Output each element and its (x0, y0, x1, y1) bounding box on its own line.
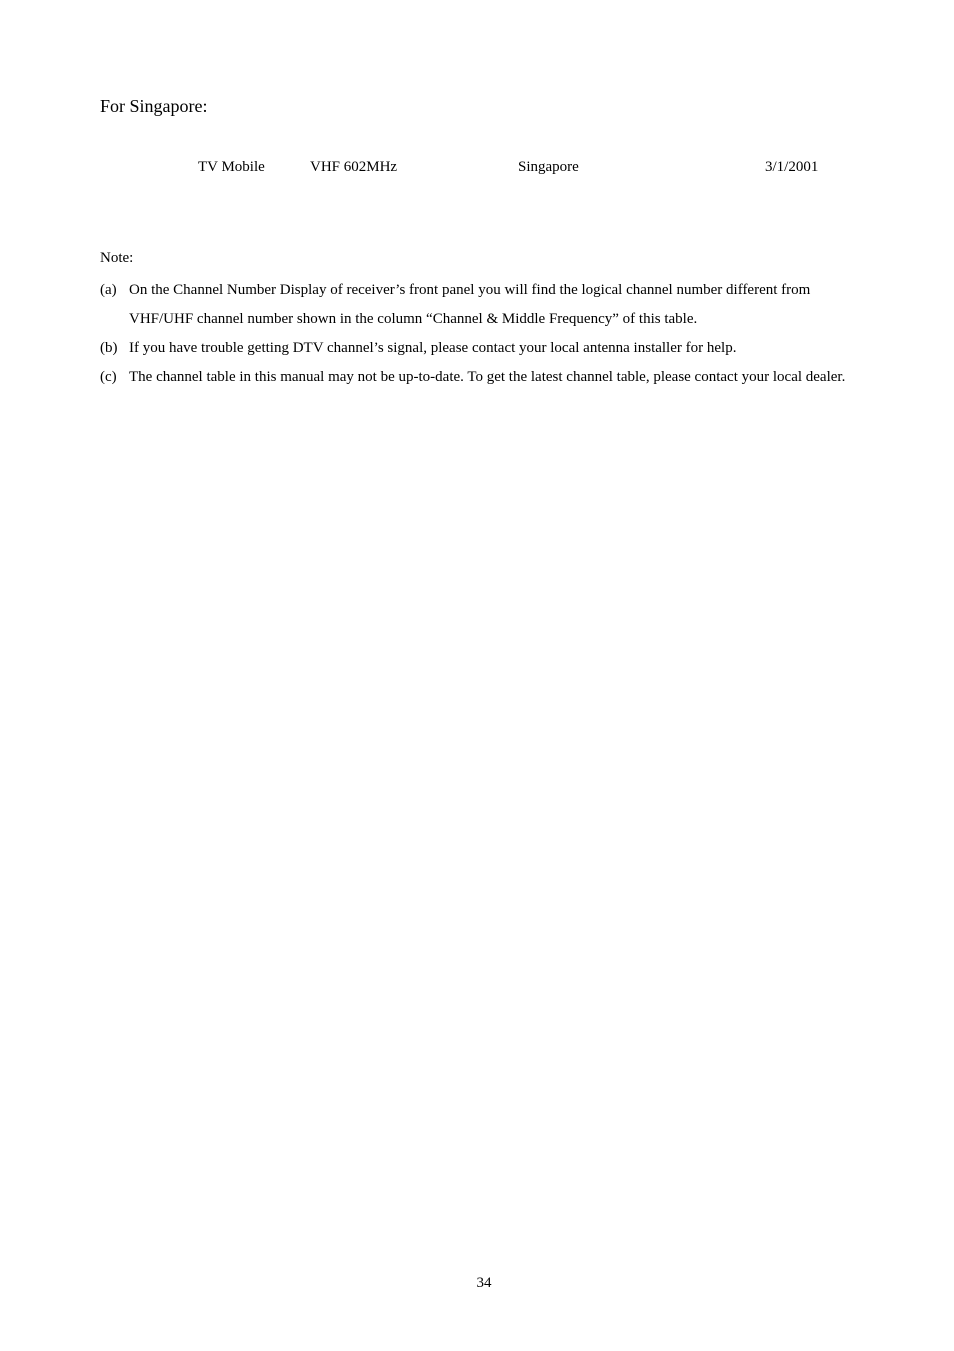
note-item-a (100, 276, 856, 334)
channel-table-row (0, 157, 954, 177)
channel-name: TV Mobile (198, 159, 265, 175)
notes-list (100, 276, 860, 392)
note-marker: (c) (100, 369, 117, 385)
note-item-c (100, 363, 860, 392)
note-text: The channel table in this manual may not be up-to-date. To get the latest channel table, please contact your local dealer. (129, 369, 846, 385)
page-heading: For Singapore: (100, 96, 208, 116)
note-marker: (a) (100, 282, 117, 298)
note-item-b (100, 334, 860, 363)
note-text: On the Channel Number Display of receiver’s front panel you will find the logical channel number different from VHF/UHF channel number shown in the column “Channel & Middle Frequency” of this table. (129, 282, 811, 327)
channel-date: 3/1/2001 (765, 159, 819, 175)
page-number: 34 (476, 1275, 492, 1291)
note-label: Note: (100, 250, 134, 266)
note-marker: (b) (100, 340, 118, 356)
channel-area: Singapore (518, 159, 579, 175)
channel-frequency: VHF 602MHz (310, 159, 398, 175)
note-text: If you have trouble getting DTV channel’s signal, please contact your local antenna installer for help. (129, 340, 737, 356)
